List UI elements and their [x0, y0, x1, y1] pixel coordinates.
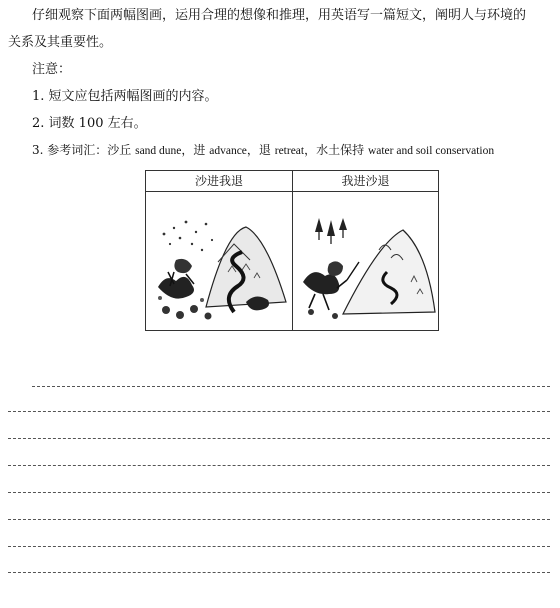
- answer-line[interactable]: [8, 572, 550, 573]
- note-item-3: [32, 142, 494, 159]
- instruction-line-2: 关系及其重要性。: [8, 35, 113, 50]
- answer-line[interactable]: [8, 465, 550, 466]
- answer-line[interactable]: [8, 519, 550, 520]
- note-item-3-prefix: 3. 参考词汇：沙丘: [32, 143, 136, 157]
- panel-title-left: 沙进我退: [146, 171, 292, 192]
- cartoon-figure: [145, 170, 439, 331]
- term-retreat: retreat: [274, 145, 305, 157]
- separator: ，进: [181, 143, 210, 157]
- term-water-soil-conservation: water and soil conservation: [367, 145, 495, 157]
- cartoon-panel-right: [293, 171, 438, 330]
- term-advance: advance: [209, 145, 247, 157]
- people-advance-illustration: [293, 192, 438, 331]
- panel-title-right: 我进沙退: [293, 171, 438, 192]
- answer-line[interactable]: [8, 492, 550, 493]
- note-item-2: 2. 词数 100 左右。: [32, 116, 147, 131]
- notes-heading: 注意：: [32, 62, 72, 77]
- answer-line[interactable]: [8, 438, 550, 439]
- separator: ，退: [246, 143, 275, 157]
- separator: ，水土保持: [304, 143, 368, 157]
- answer-line[interactable]: [8, 546, 550, 547]
- sand-advance-illustration: [146, 192, 292, 331]
- term-sand-dune: sand dune: [135, 145, 182, 157]
- cartoon-panel-left: [146, 171, 293, 330]
- instruction-line-1: 仔细观察下面两幅图画，运用合理的想像和推理，用英语写一篇短文，阐明人与环境的: [32, 8, 527, 23]
- answer-line[interactable]: [32, 386, 550, 387]
- note-item-1: 1. 短文应包括两幅图画的内容。: [32, 89, 218, 104]
- answer-line[interactable]: [8, 411, 550, 412]
